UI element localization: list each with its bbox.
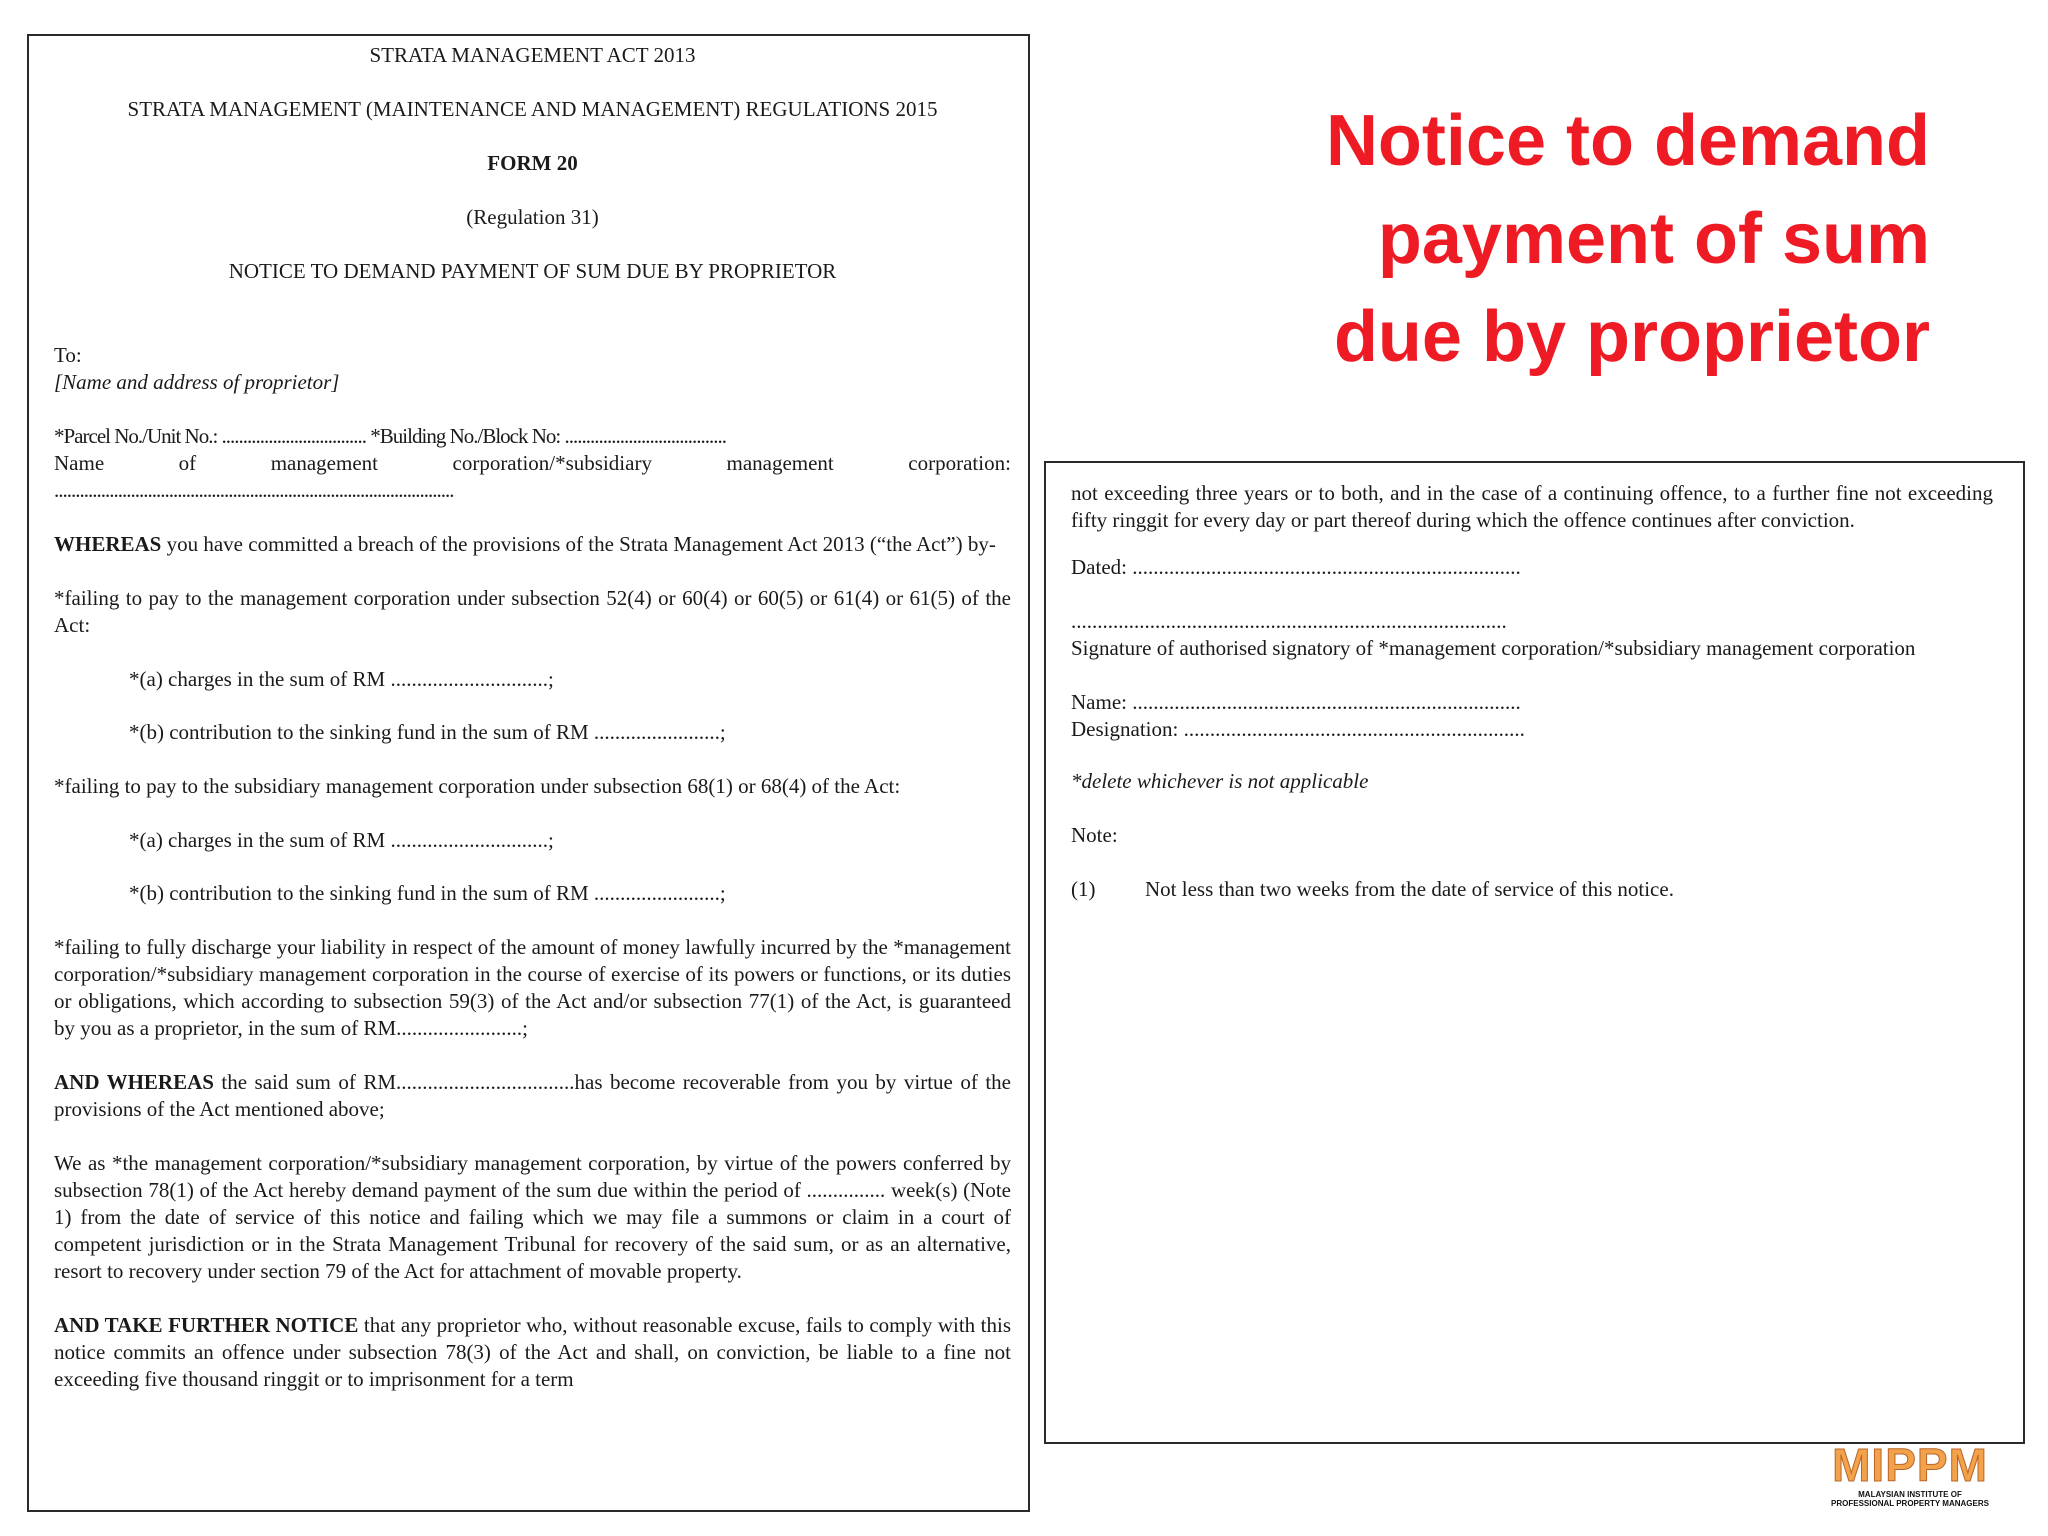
mc-word: management	[270, 451, 378, 475]
form-20-continuation-page	[1044, 461, 2025, 1444]
and-whereas-text: the said sum of RM..................................has become recoverable from you by virtue of the provisions of the Act mentioned above;	[54, 1070, 1011, 1121]
addressee-placeholder: [Name and address of proprietor]	[54, 370, 340, 394]
logo-subtitle-line: MALAYSIAN INSTITUTE OF	[1858, 1490, 1962, 1499]
headline-line: due by proprietor	[1333, 297, 1930, 377]
mc-name-blank: ..............................................................................................	[54, 478, 454, 502]
logo-subtitle-line: PROFESSIONAL PROPERTY MANAGERS	[1831, 1499, 1989, 1508]
name-line: Name: ..........................................................................	[1071, 690, 1521, 714]
failing-mc-paragraph: *failing to pay to the management corporation under subsection 52(4) or 60(4) or 60(5) or 61(4) or 61(5) of the Act:	[54, 586, 1011, 637]
regulation-reference: (Regulation 31)	[466, 205, 599, 229]
demand-paragraph: We as *the management corporation/*subsidiary management corporation, by virtue of the powers conferred by subsection 78(1) of the Act hereby demand payment of the sum due within the period of ............... week(s) (Note 1) from the date of service of this notice and failing which we may file a summons or claim in a court of competent jurisdiction or in the Strata Management Tribunal for recovery of the said sum, or as an alternative, resort to recovery under section 79 of the Act for attachment of movable property.	[54, 1151, 1011, 1283]
designation-line: Designation: .................................................................	[1071, 717, 1525, 741]
note-1	[1071, 876, 1993, 903]
mc-sinking-fund-item: *(b) contribution to the sinking fund in the sum of RM ........................;	[129, 720, 726, 744]
dated-line: Dated: ..........................................................................	[1071, 555, 1521, 579]
management-corporation-name-line	[54, 450, 1011, 477]
note-number: (1)	[1071, 877, 1096, 901]
parcel-building-line: *Parcel No./Unit No.: .................................. *Building No./Block No: ......................................	[54, 424, 726, 448]
slide-headline	[1250, 92, 1930, 386]
whereas-keyword: WHEREAS	[54, 532, 162, 556]
whereas-text: you have committed a breach of the provisions of the Strata Management Act 2013 (“the Act”) by-	[161, 532, 996, 556]
logo-mark: MIPPM	[1832, 1439, 1988, 1491]
further-notice-keyword: AND TAKE FURTHER NOTICE	[54, 1313, 359, 1337]
smc-sinking-fund-item: *(b) contribution to the sinking fund in the sum of RM ........................;	[129, 881, 726, 905]
mc-word: Name	[54, 451, 105, 475]
mc-word: corporation:	[908, 451, 1011, 475]
mc-word: corporation/*subsidiary	[452, 451, 652, 475]
penalty-text: not exceeding three years or to both, and in the case of a continuing offence, to a further fine not exceeding fifty ringgit for every day or part thereof during which the offence continues after conviction.	[1071, 481, 1993, 532]
note-text: Not less than two weeks from the date of service of this notice.	[1145, 877, 1674, 901]
further-notice-text: that any proprietor who, without reasonable excuse, fails to comply with this notice commits an offence under subsection 78(3) of the Act and shall, on conviction, be liable to a fine not exceeding five thousand ringgit or to imprisonment for a term	[54, 1313, 1012, 1391]
to-label: To:	[54, 343, 82, 367]
signature-label: Signature of authorised signatory of *management corporation/*subsidiary management corporation	[1071, 636, 1916, 660]
mc-word: of	[178, 451, 197, 475]
failing-discharge-paragraph: *failing to fully discharge your liability in respect of the amount of money lawfully incurred by the *management corporation/*subsidiary management corporation in the course of exercise of its powers or functions, or its duties or obligations, which according to subsection 59(3) of the Act and/or subsection 77(1) of the Act, is guaranteed by you as a proprietor, in the sum of RM........................;	[54, 935, 1011, 1040]
mc-charges-item: *(a) charges in the sum of RM ..............................;	[129, 667, 554, 691]
delete-instruction: *delete whichever is not applicable	[1071, 769, 1369, 793]
and-whereas-keyword: AND WHEREAS	[54, 1070, 214, 1094]
smc-charges-item: *(a) charges in the sum of RM ..............................;	[129, 828, 554, 852]
signature-blank: ...................................................................................	[1071, 609, 1507, 633]
and-whereas-paragraph	[54, 1069, 1011, 1123]
form-20-page	[27, 34, 1030, 1512]
regulations-title: STRATA MANAGEMENT (MAINTENANCE AND MANAGEMENT) REGULATIONS 2015	[127, 97, 938, 121]
mc-word: management	[726, 451, 834, 475]
act-title: STRATA MANAGEMENT ACT 2013	[369, 43, 696, 67]
form-number: FORM 20	[487, 151, 578, 175]
headline-line: payment of sum	[1377, 199, 1930, 279]
further-notice-paragraph	[54, 1312, 1011, 1393]
mippm-logo	[1780, 1440, 2040, 1510]
note-label: Note:	[1071, 823, 1118, 847]
headline-line: Notice to demand	[1325, 101, 1930, 181]
whereas-paragraph	[54, 531, 1011, 558]
failing-smc-paragraph: *failing to pay to the subsidiary management corporation under subsection 68(1) or 68(4) of the Act:	[54, 774, 901, 798]
notice-title: NOTICE TO DEMAND PAYMENT OF SUM DUE BY PROPRIETOR	[228, 259, 837, 283]
